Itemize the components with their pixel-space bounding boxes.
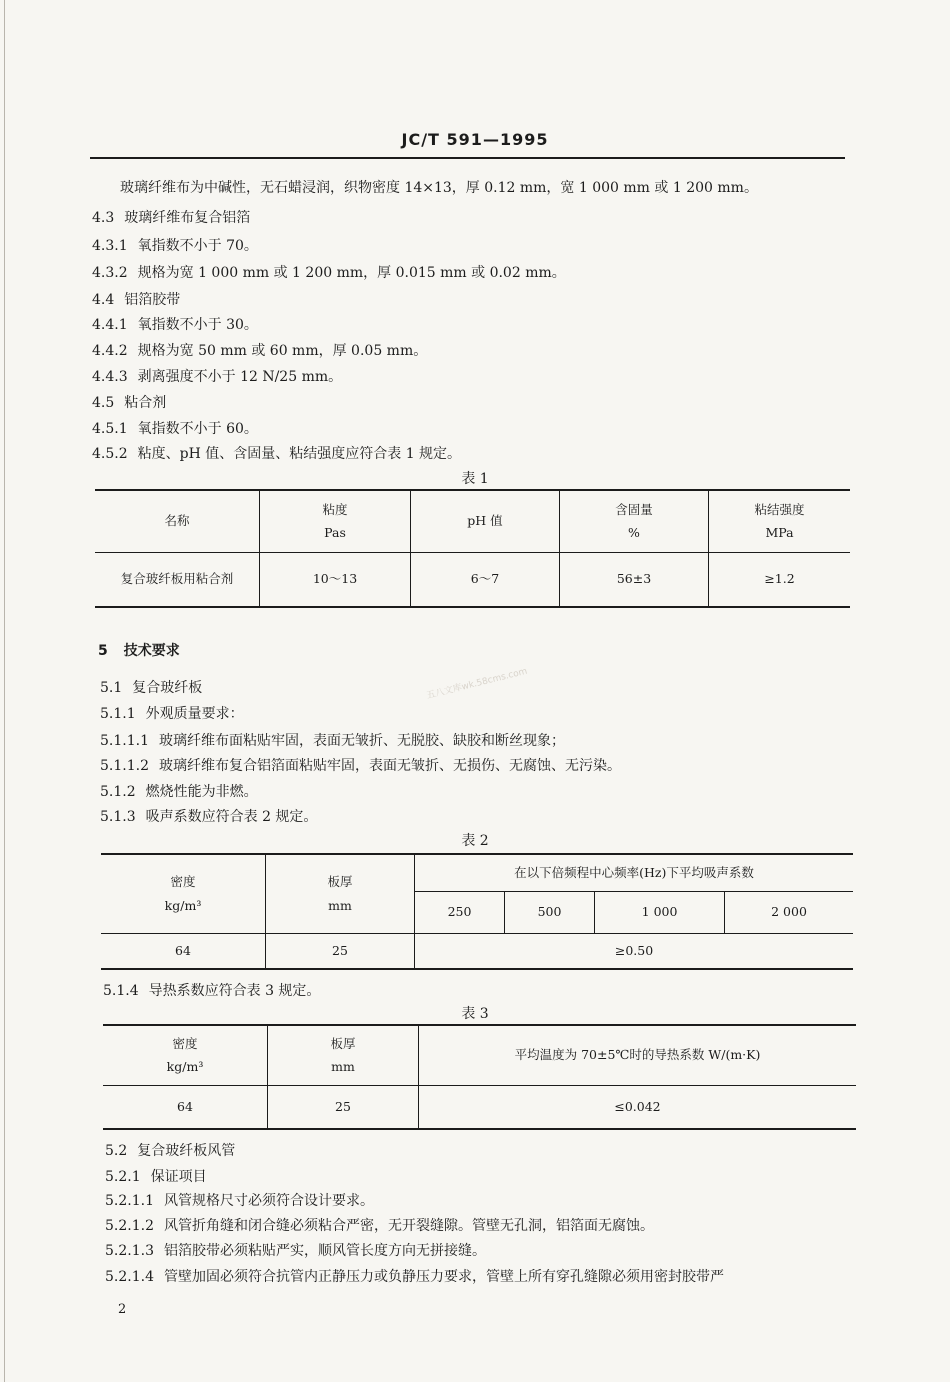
watermark: 五八文库wk.58cms.com: [425, 666, 529, 702]
table1-cell: ≥1.2: [709, 552, 851, 607]
clause-line: [105, 1266, 724, 1286]
table1-cell: 10～13: [260, 552, 411, 607]
clause-line: [100, 806, 317, 826]
table1-cell: 6～7: [411, 552, 560, 607]
clause-text: 玻璃纤维布复合铝箔面粘贴牢固，表面无皱折、无损伤、无腐蚀、无污染。: [158, 758, 621, 774]
table2-header-thickness: 板厚 mm: [266, 854, 415, 933]
table2: [101, 853, 853, 970]
clause-line: [92, 289, 180, 309]
table1-caption: 表 1: [461, 471, 489, 487]
table3-header-conductivity: 平均温度为 70±5℃时的导热系数 W/(m·K): [419, 1025, 857, 1085]
clause-number: 5.2.1.3: [105, 1243, 154, 1259]
clause-line: [103, 980, 320, 1000]
clause-text: 铝箔胶带: [124, 292, 181, 308]
table1: [95, 489, 850, 608]
clause-line: [105, 1140, 235, 1160]
clause-text: 剥离强度不小于 12 N/25 mm。: [137, 369, 343, 385]
clause-number: 5.1.1.1: [100, 733, 149, 749]
clause-number: 4.5: [92, 395, 115, 411]
table2-cell-value: ≥0.50: [415, 933, 854, 969]
table1-header-name: 名称: [164, 513, 190, 529]
clause-line: [100, 781, 258, 801]
clause-number: 5.1.4: [103, 983, 139, 999]
clause-line: [92, 207, 250, 227]
clause-number: 4.3: [92, 210, 115, 226]
clause-text: 风管折角缝和闭合缝必须粘合严密，无开裂缝隙。管壁无孔洞，铝箔面无腐蚀。: [163, 1218, 654, 1234]
clause-text: 玻璃纤维布复合铝箔: [124, 210, 251, 226]
table2-freq-500: 500: [505, 891, 595, 933]
table2-freq-2000: 2 000: [725, 891, 853, 933]
clause-text: 吸声系数应符合表 2 规定。: [145, 809, 318, 825]
table3-cell-thickness: 25: [268, 1085, 419, 1129]
clause-line: [100, 677, 202, 697]
clause-number: 5.2.1.1: [105, 1193, 154, 1209]
clause-text: 燃烧性能为非燃。: [145, 784, 258, 800]
table3-cell-value: ≤0.042: [419, 1085, 857, 1129]
table2-freq-1000: 1 000: [595, 891, 725, 933]
clause-number: 4.3.2: [92, 265, 128, 281]
clause-number: 5.2.1: [105, 1169, 141, 1185]
header-rule: [90, 157, 845, 159]
clause-number: 4.4: [92, 292, 115, 308]
clause-text: 粘合剂: [124, 395, 167, 411]
standard-code-header: JC/T 591—1995: [401, 130, 549, 149]
clause-text: 复合玻纤板风管: [137, 1143, 236, 1159]
clause-number: 5.2.1.2: [105, 1218, 154, 1234]
section-number: 5: [98, 643, 108, 659]
clause-text: 保证项目: [150, 1169, 207, 1185]
table1-header-ph: pH 值: [411, 490, 560, 552]
clause-number: 5.1.1: [100, 706, 136, 722]
clause-number: 5.1.1.2: [100, 758, 149, 774]
clause-line: [92, 235, 258, 255]
table1-header-solids: 含固量 %: [560, 490, 709, 552]
clause-text: 规格为宽 50 mm 或 60 mm，厚 0.05 mm。: [137, 343, 428, 359]
table2-caption: 表 2: [461, 833, 489, 849]
page-number: 2: [118, 1302, 127, 1317]
clause-number: 5.1.3: [100, 809, 136, 825]
clause-line: [92, 340, 427, 360]
clause-number: 4.5.2: [92, 446, 128, 462]
table1-cell: 56±3: [560, 552, 709, 607]
clause-line: [92, 262, 566, 282]
clause-line: [100, 755, 621, 775]
clause-text: 粘度、pH 值、含固量、粘结强度应符合表 1 规定。: [137, 446, 462, 462]
clause-number: 4.4.1: [92, 317, 128, 333]
clause-text: 氧指数不小于 60。: [137, 421, 258, 437]
clause-line: [92, 314, 258, 334]
clause-text: 玻璃纤维布面粘贴牢固，表面无皱折、无脱胶、缺胶和断丝现象；: [158, 733, 565, 749]
table2-cell-density: 64: [101, 933, 266, 969]
section-title: 技术要求: [123, 643, 180, 659]
clause-line: [100, 730, 565, 750]
table2-freq-250: 250: [415, 891, 505, 933]
clause-number: 5.1: [100, 680, 123, 696]
clause-number: 5.1.2: [100, 784, 136, 800]
table1-cell: 复合玻纤板用粘合剂: [95, 552, 260, 607]
clause-text: 复合玻纤板: [132, 680, 203, 696]
clause-number: 5.2.1.4: [105, 1269, 154, 1285]
paragraph-line: [120, 177, 758, 197]
clause-text: 导热系数应符合表 3 规定。: [148, 983, 321, 999]
table1-header-viscosity: 粘度 Pas: [260, 490, 411, 552]
table3-cell-density: 64: [103, 1085, 268, 1129]
clause-text: 风管规格尺寸必须符合设计要求。: [163, 1193, 374, 1209]
clause-line: [100, 703, 244, 723]
clause-text: 管壁加固必须符合抗管内正静压力或负静压力要求，管壁上所有穿孔缝隙必须用密封胶带严: [163, 1269, 724, 1285]
clause-number: 4.3.1: [92, 238, 128, 254]
binding-edge: [4, 0, 5, 1382]
clause-line: [105, 1240, 486, 1260]
clause-line: [92, 418, 258, 438]
clause-text: 氧指数不小于 70。: [137, 238, 258, 254]
clause-text: 玻璃纤维布为中碱性，无石蜡浸润，织物密度 14×13，厚 0.12 mm，宽 1 000 mm 或 1 200 mm。: [120, 180, 758, 196]
clause-text: 外观质量要求：: [145, 706, 244, 722]
clause-line: [105, 1215, 654, 1235]
clause-number: 4.4.3: [92, 369, 128, 385]
clause-line: [92, 443, 461, 463]
table2-header-absorption: 在以下倍频程中心频率(Hz)下平均吸声系数: [415, 854, 854, 891]
clause-line: [105, 1190, 374, 1210]
table3: [103, 1024, 856, 1130]
table1-header-bond-strength: 粘结强度 MPa: [709, 490, 851, 552]
table3-header-thickness: 板厚 mm: [268, 1025, 419, 1085]
clause-number: 4.4.2: [92, 343, 128, 359]
clause-number: 4.5.1: [92, 421, 128, 437]
section-heading: [98, 640, 180, 660]
table2-cell-thickness: 25: [266, 933, 415, 969]
clause-text: 规格为宽 1 000 mm 或 1 200 mm，厚 0.015 mm 或 0.02 mm。: [137, 265, 566, 281]
clause-line: [92, 366, 342, 386]
clause-number: 5.2: [105, 1143, 128, 1159]
table3-header-density: 密度 kg/m³: [166, 1035, 204, 1075]
table3-caption: 表 3: [461, 1006, 489, 1022]
clause-text: 氧指数不小于 30。: [137, 317, 258, 333]
clause-line: [105, 1166, 207, 1186]
table2-header-density: 密度 kg/m³: [164, 874, 202, 913]
clause-line: [92, 392, 166, 412]
clause-text: 铝箔胶带必须粘贴严实，顺风管长度方向无拼接缝。: [163, 1243, 486, 1259]
